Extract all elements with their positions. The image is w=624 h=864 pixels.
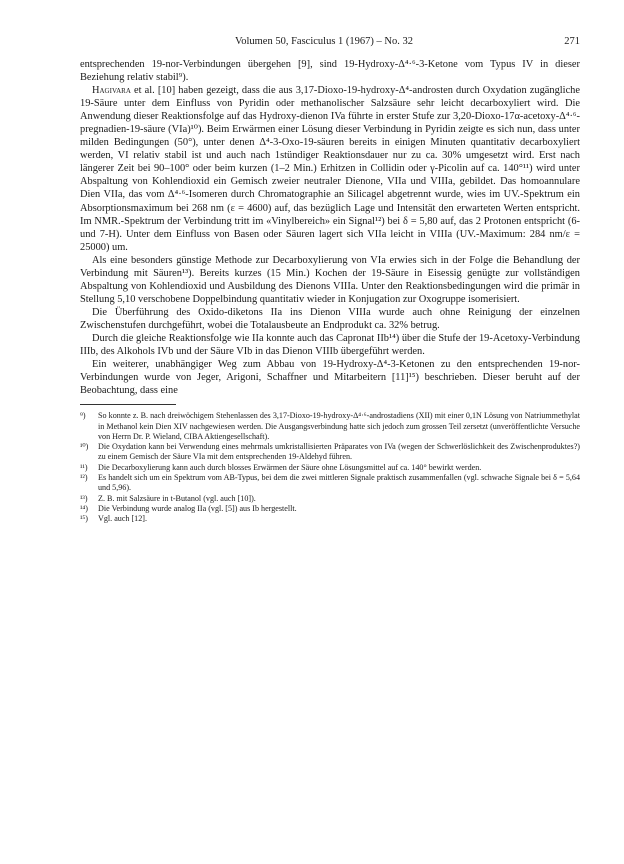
author-name: Hagivara <box>92 85 131 97</box>
paragraph-text: et al. [10] haben gezeigt, dass die aus 3,17-Dioxo-19-hydroxy-Δ⁴-androsten durch Oxydation zugängliche 19-Säure unter dem Einfluss von Pyridin oder methanolischer Salzsäure sehr leicht decarboxyliert wird. Die Anwendung dieser Reaktionsfolge auf das Hydroxy-dienon IVa führte in erster Stufe zur 3,20-Dioxo-17α-acetoxy-Δ⁴·⁶-pregnadien-19-säure (VIa)¹⁰). Beim Erwärmen einer Lösung dieser Verbindung in Pyridin zeigte es sich nun, dass unter milden Bedingungen (50°), unter denen Δ⁴-3-Oxo-19-säuren bereits in einigen Minuten quantitativ decarboxyliert werden, VI relativ stabil ist und auch nach 1stündiger Reaktionsdauer nur zu ca. 30% umgesetzt wird. Erst nach längerer Zeit bei 90–100° oder beim kurzen (1–2 Min.) Erhitzen in Collidin oder γ-Picolin auf ca. 140°¹¹) wird unter Abspaltung von Kohlendioxid ein Gemisch zweier neutraler Dienone, VIIa und VIIIa, gebildet. Das homoannulare Dien VIIa, das vom Δ⁴·⁶-Isomeren durch Chromatographie an Silicagel abgetrennt wurde, wies im UV.-Spektrum ein Absorptionsmaximum bei 268 nm (ε = 4600) auf, das bezüglich Lage und Intensität den erwarteten Werten entspricht. Im NMR.-Spektrum der Verbindung tritt im «Vinylbereich» ein Signal¹²) bei δ = 5,80 auf, das 2 Protonen entspricht (6- und 7-H). Unter dem Einfluss von Basen oder Säuren lagert sich VIIa leicht in VIIIa (UV.-Maximum: 284 nm/ε = 25000) um. <box>80 85 580 253</box>
paragraph <box>80 84 580 254</box>
footnote-number: ¹²) <box>80 473 88 482</box>
paragraph: Als eine besonders günstige Methode zur Decarboxylierung von VIa erwies sich in der Folge die Behandlung der Verbindung mit Säuren¹³). Bereits kurzes (15 Min.) Kochen der 19-Säure in Eisessig genügte zur vollständigen Abspaltung von Kohlendioxid und Ausbildung des Dienons VIIIa. Unter den Reaktionsbedingungen wird die primär in Stellung 5,10 verschobene Doppelbindung quantitativ wieder in Konjugation zur Oxogruppe isomerisiert. <box>80 254 580 305</box>
paragraph: Durch die gleiche Reaktionsfolge wie IIa konnte auch das Capronat IIb¹⁴) über die Stufe der 19-Acetoxy-Verbindung IIIb, des Alkohols IVb und der Säure VIb in das Dienon VIIIb übergeführt werden. <box>80 332 580 358</box>
footnote-text: Z. B. mit Salzsäure in t-Butanol (vgl. auch [10]). <box>98 493 256 503</box>
footnote-text: Es handelt sich um ein Spektrum vom AB-Typus, bei dem die zwei mittleren Signale praktisch zusammenfallen (vgl. schwache Signale bei δ = 5,64 und 5,96). <box>98 473 580 493</box>
footnote <box>80 463 580 473</box>
footnote-text: Vgl. auch [12]. <box>98 514 147 524</box>
footnote <box>80 473 580 494</box>
paragraph: entsprechenden 19-nor-Verbindungen übergehen [9], sind 19-Hydroxy-Δ⁴·⁶-3-Ketone vom Typus IV in dieser Beziehung relativ stabil⁹). <box>80 59 580 84</box>
footnote-text: Die Decarboxylierung kann auch durch blosses Erwärmen der Säure ohne Lösungsmittel auf ca. 140° bewirkt werden. <box>98 462 482 472</box>
footnotes <box>80 411 580 524</box>
footnote-text: Die Oxydation kann bei Verwendung eines mehrmals umkristallisierten Präparates von IVa (wegen der Schwerlöslichkeit des Zwischenproduktes?) zu einem Gemisch der Säure VIa mit dem entsprechenden 19-Aldehyd führen. <box>98 442 580 462</box>
footnote <box>80 411 580 442</box>
footnote-number: ¹⁴) <box>80 503 88 513</box>
body-text <box>80 58 580 397</box>
footnote-number: ¹⁰) <box>80 442 89 452</box>
journal-citation: Volumen 50, Fasciculus 1 (1967) – No. 32 <box>234 36 413 47</box>
page-number: 271 <box>564 36 580 47</box>
footnote-number: ¹¹) <box>80 462 88 472</box>
footnote <box>80 514 580 524</box>
footnote-number: ⁹) <box>80 411 86 421</box>
footnote-number: ¹⁵) <box>80 514 88 524</box>
paragraph: Ein weiterer, unabhängiger Weg zum Abbau von 19-Hydroxy-Δ⁴-3-Ketonen zu den entsprechenden 19-nor-Verbindungen wurde von Jeger, Arigoni, Schaffner und Mitarbeitern [11]¹⁵) beschrieben. Dieser beruht auf der Beobachtung, dass eine <box>80 359 580 397</box>
footnote <box>80 442 580 463</box>
footnote-text: Die Verbindung wurde analog IIa (vgl. [5]) aus Ib hergestellt. <box>98 503 297 513</box>
footnote <box>80 504 580 514</box>
footnote <box>80 494 580 504</box>
footnote-divider <box>80 404 176 405</box>
running-header <box>80 36 580 48</box>
paragraph: Die Überführung des Oxido-diketons IIa ins Dienon VIIIa wurde auch ohne Reinigung der einzelnen Zwischenstufen durchgeführt, wobei die Totalausbeute an Endprodukt ca. 32% betrug. <box>80 306 580 331</box>
footnote-text: So konnte z. B. nach dreiwöchigem Stehenlassen des 3,17-Dioxo-19-hydroxy-Δ⁴·⁶-androstadiens (XII) mit einer 0,1N Lösung von Natriummethylat in Methanol kein Dien XIV nachgewiesen werden. Die Ausgangsverbindung hatte sich jedoch zum grossen Teil zersetzt (unveröffentlichte Versuche von Herrn Dr. P. Wieland, CIBA Aktiengesellschaft). <box>98 411 580 441</box>
footnote-number: ¹³) <box>80 493 88 503</box>
